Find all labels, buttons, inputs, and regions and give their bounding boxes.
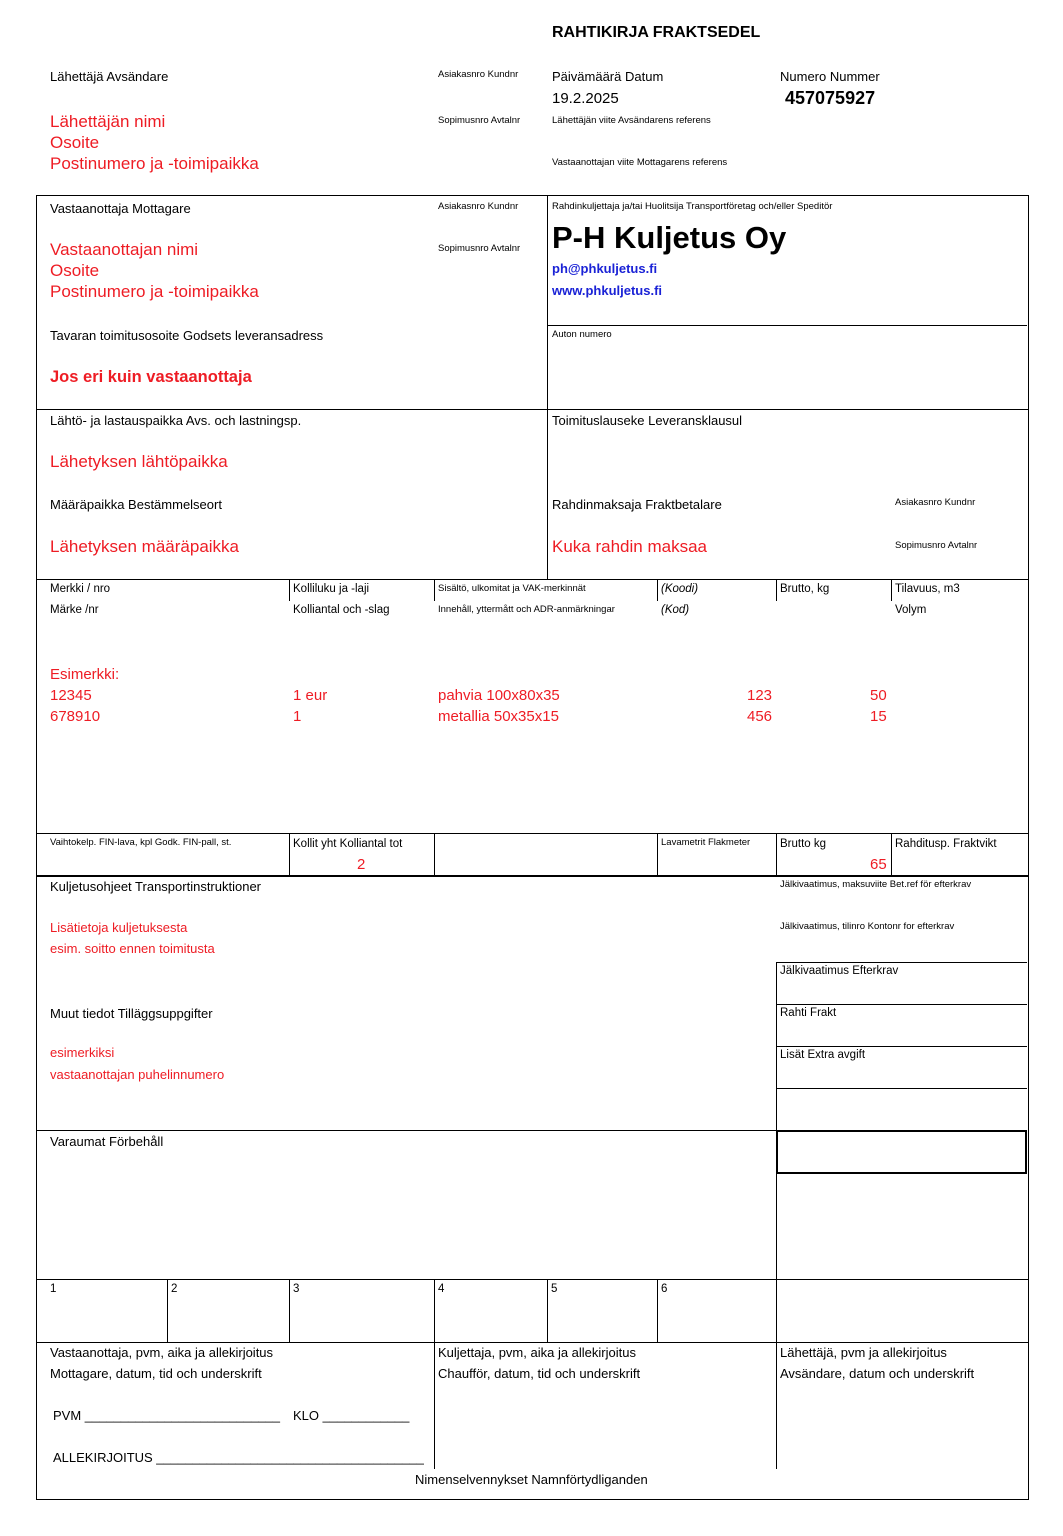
example-label: Esimerkki: — [50, 666, 120, 683]
row-volume[interactable]: 50 — [870, 687, 887, 704]
other-info-line[interactable]: vastaanottajan puhelinnumero — [50, 1067, 225, 1082]
other-info-label: Muut tiedot Tilläggsuppgifter — [50, 1006, 213, 1021]
consignee-name[interactable]: Vastaanottajan nimi — [50, 240, 199, 259]
divider — [434, 579, 435, 601]
divider — [289, 833, 290, 876]
cod-amount-label: Jälkivaatimus Efterkrav — [780, 965, 899, 977]
delivery-address-label: Tavaran toimitusosoite Godsets leveransadress — [50, 328, 324, 343]
sender-postal[interactable]: Postinumero ja -toimipaikka — [50, 154, 259, 173]
divider — [776, 1342, 777, 1469]
total-packages-label: Kollit yht Kolliantal tot — [293, 838, 403, 850]
divider — [434, 1279, 435, 1469]
divider — [776, 1088, 1027, 1089]
number-label: Numero Nummer — [780, 69, 880, 84]
consignee-contract-no-label: Sopimusnro Avtalnr — [438, 243, 521, 254]
payer-customer-no-label: Asiakasnro Kundnr — [895, 497, 976, 508]
row-contents[interactable]: pahvia 100x80x35 — [438, 687, 560, 704]
sender-signature-label-sv: Avsändare, datum och underskrift — [780, 1366, 975, 1381]
sender-ref-label: Lähettäjän viite Avsändarens referens — [552, 115, 711, 126]
col-header-contents: Sisältö, ulkomitat ja VAK-merkinnät — [438, 583, 586, 594]
freight-payer-value[interactable]: Kuka rahdin maksaa — [552, 537, 707, 556]
freight-payer-label: Rahdinmaksaja Fraktbetalare — [552, 497, 722, 512]
sender-label: Lähettäjä Avsändare — [50, 69, 169, 84]
vehicle-number-label: Auton numero — [552, 329, 612, 340]
col-header-packages-sv: Kolliantal och -slag — [293, 604, 390, 616]
driver-signature-label: Kuljettaja, pvm, aika ja allekirjoitus — [438, 1345, 636, 1360]
loading-meters-label: Lavametrit Flakmeter — [661, 837, 751, 848]
divider — [36, 1342, 1029, 1343]
total-gross-label: Brutto kg — [780, 838, 827, 850]
departure-label: Lähtö- ja lastauspaikka Avs. och lastningsp. — [50, 413, 302, 428]
col-header-gross: Brutto, kg — [780, 583, 830, 595]
receiver-ref-label: Vastaanottajan viite Mottagarens referens — [552, 157, 728, 168]
col-header-code-sv: (Kod) — [661, 604, 690, 616]
divider — [434, 833, 435, 876]
time-signature-field[interactable]: KLO ____________ — [293, 1408, 410, 1423]
instructions-label: Kuljetusohjeet Transportinstruktioner — [50, 879, 262, 894]
divider — [36, 1279, 1029, 1280]
number-value: 457075927 — [785, 88, 876, 108]
cod-ref-label: Jälkivaatimus, maksuviite Bet.ref för efterkrav — [780, 879, 972, 890]
box-number: 6 — [661, 1283, 668, 1295]
consignee-address[interactable]: Osoite — [50, 261, 100, 280]
extra-charge-label: Lisät Extra avgift — [780, 1049, 866, 1061]
row-packages[interactable]: 1 eur — [293, 687, 328, 704]
delivery-address-value[interactable]: Jos eri kuin vastaanottaja — [50, 368, 252, 386]
col-header-contents-sv: Innehåll, yttermått och ADR-anmärkningar — [438, 604, 615, 615]
signature-field[interactable]: ALLEKIRJOITUS _____________________________________ — [53, 1450, 424, 1465]
col-header-mark-sv: Märke /nr — [50, 604, 99, 616]
total-packages-value[interactable]: 2 — [357, 856, 366, 873]
row-volume[interactable]: 15 — [870, 708, 887, 725]
sender-contract-no-label: Sopimusnro Avtalnr — [438, 115, 521, 126]
box-number: 2 — [171, 1283, 178, 1295]
carrier-label: Rahdinkuljettaja ja/tai Huolitsija Transportföretag och/eller Speditör — [552, 201, 833, 212]
departure-value[interactable]: Lähetyksen lähtöpaikka — [50, 452, 228, 471]
destination-label: Määräpaikka Bestämmelseort — [50, 497, 222, 512]
box-number: 4 — [438, 1283, 445, 1295]
carrier-web[interactable]: www.phkuljetus.fi — [552, 283, 663, 298]
row-packages[interactable]: 1 — [293, 708, 302, 725]
box-number: 3 — [293, 1283, 300, 1295]
receiver-signature-label: Vastaanottaja, pvm, aika ja allekirjoitus — [50, 1345, 274, 1360]
freight-charge-label: Rahti Frakt — [780, 1007, 837, 1019]
total-gross-value[interactable]: 65 — [870, 856, 887, 873]
col-header-mark: Merkki / nro — [50, 583, 111, 595]
divider — [776, 1004, 1027, 1005]
divider — [891, 579, 892, 601]
divider — [776, 1046, 1027, 1047]
carrier-email[interactable]: ph@phkuljetus.fi — [552, 261, 658, 276]
name-clarification-label: Nimenselvennykset Namnförtydliganden — [415, 1472, 648, 1487]
divider — [36, 1130, 777, 1131]
instructions-line[interactable]: Lisätietoja kuljetuksesta — [50, 920, 188, 935]
date-value[interactable]: 19.2.2025 — [552, 90, 619, 107]
divider — [657, 833, 658, 876]
box-number: 5 — [551, 1283, 558, 1295]
divider — [36, 833, 1029, 834]
row-contents[interactable]: metallia 50x35x15 — [438, 708, 559, 725]
divider — [776, 962, 1027, 963]
divider — [36, 409, 1029, 410]
consignee-customer-no-label: Asiakasnro Kundnr — [438, 201, 519, 212]
carrier-name: P-H Kuljetus Oy — [552, 220, 787, 255]
sender-address[interactable]: Osoite — [50, 133, 100, 152]
divider — [289, 579, 290, 601]
payer-contract-no-label: Sopimusnro Avtalnr — [895, 540, 978, 551]
driver-signature-label-sv: Chaufför, datum, tid och underskrift — [438, 1366, 641, 1381]
consignee-label: Vastaanottaja Mottagare — [50, 201, 191, 216]
box-number: 1 — [50, 1283, 57, 1295]
divider — [36, 875, 1029, 877]
col-header-packages: Kolliluku ja -laji — [293, 583, 370, 595]
row-mark[interactable]: 678910 — [50, 708, 101, 725]
sender-name[interactable]: Lähettäjän nimi — [50, 112, 166, 131]
delivery-terms-label: Toimituslauseke Leveransklausul — [552, 413, 743, 428]
divider — [657, 1279, 658, 1343]
pallets-label: Vaihtokelp. FIN-lava, kpl Godk. FIN-pall, st. — [50, 837, 232, 848]
freight-weight-label: Rahditusp. Fraktvikt — [895, 838, 997, 850]
reservations-label: Varaumat Förbehåll — [50, 1134, 164, 1149]
date-label: Päivämäärä Datum — [552, 69, 664, 84]
consignee-postal[interactable]: Postinumero ja -toimipaikka — [50, 282, 259, 301]
divider — [776, 833, 777, 876]
divider — [36, 579, 1029, 580]
instructions-line[interactable]: esim. soitto ennen toimitusta — [50, 941, 215, 956]
divider — [657, 579, 658, 601]
divider — [547, 1279, 548, 1343]
sender-signature-label: Lähettäjä, pvm ja allekirjoitus — [780, 1345, 947, 1360]
document-title: RAHTIKIRJA FRAKTSEDEL — [552, 24, 761, 41]
col-header-volume-sv: Volym — [895, 604, 927, 616]
receiver-signature-label-sv: Mottagare, datum, tid och underskrift — [50, 1366, 262, 1381]
divider — [776, 579, 777, 601]
sender-customer-no-label: Asiakasnro Kundnr — [438, 69, 519, 80]
divider — [289, 1279, 290, 1343]
col-header-volume: Tilavuus, m3 — [895, 583, 960, 595]
divider — [167, 1279, 168, 1343]
cod-account-label: Jälkivaatimus, tilinro Kontonr for efterkrav — [780, 921, 955, 932]
other-info-line[interactable]: esimerkiksi — [50, 1045, 115, 1060]
date-signature-field[interactable]: PVM ___________________________ — [53, 1408, 280, 1423]
cod-total-box[interactable] — [776, 1130, 1027, 1174]
row-gross[interactable]: 456 — [747, 708, 773, 725]
divider — [547, 195, 548, 580]
divider — [547, 325, 1027, 326]
divider — [891, 833, 892, 876]
destination-value[interactable]: Lähetyksen määräpaikka — [50, 537, 240, 556]
row-gross[interactable]: 123 — [747, 687, 773, 704]
row-mark[interactable]: 12345 — [50, 687, 92, 704]
col-header-code: (Koodi) — [661, 583, 699, 595]
